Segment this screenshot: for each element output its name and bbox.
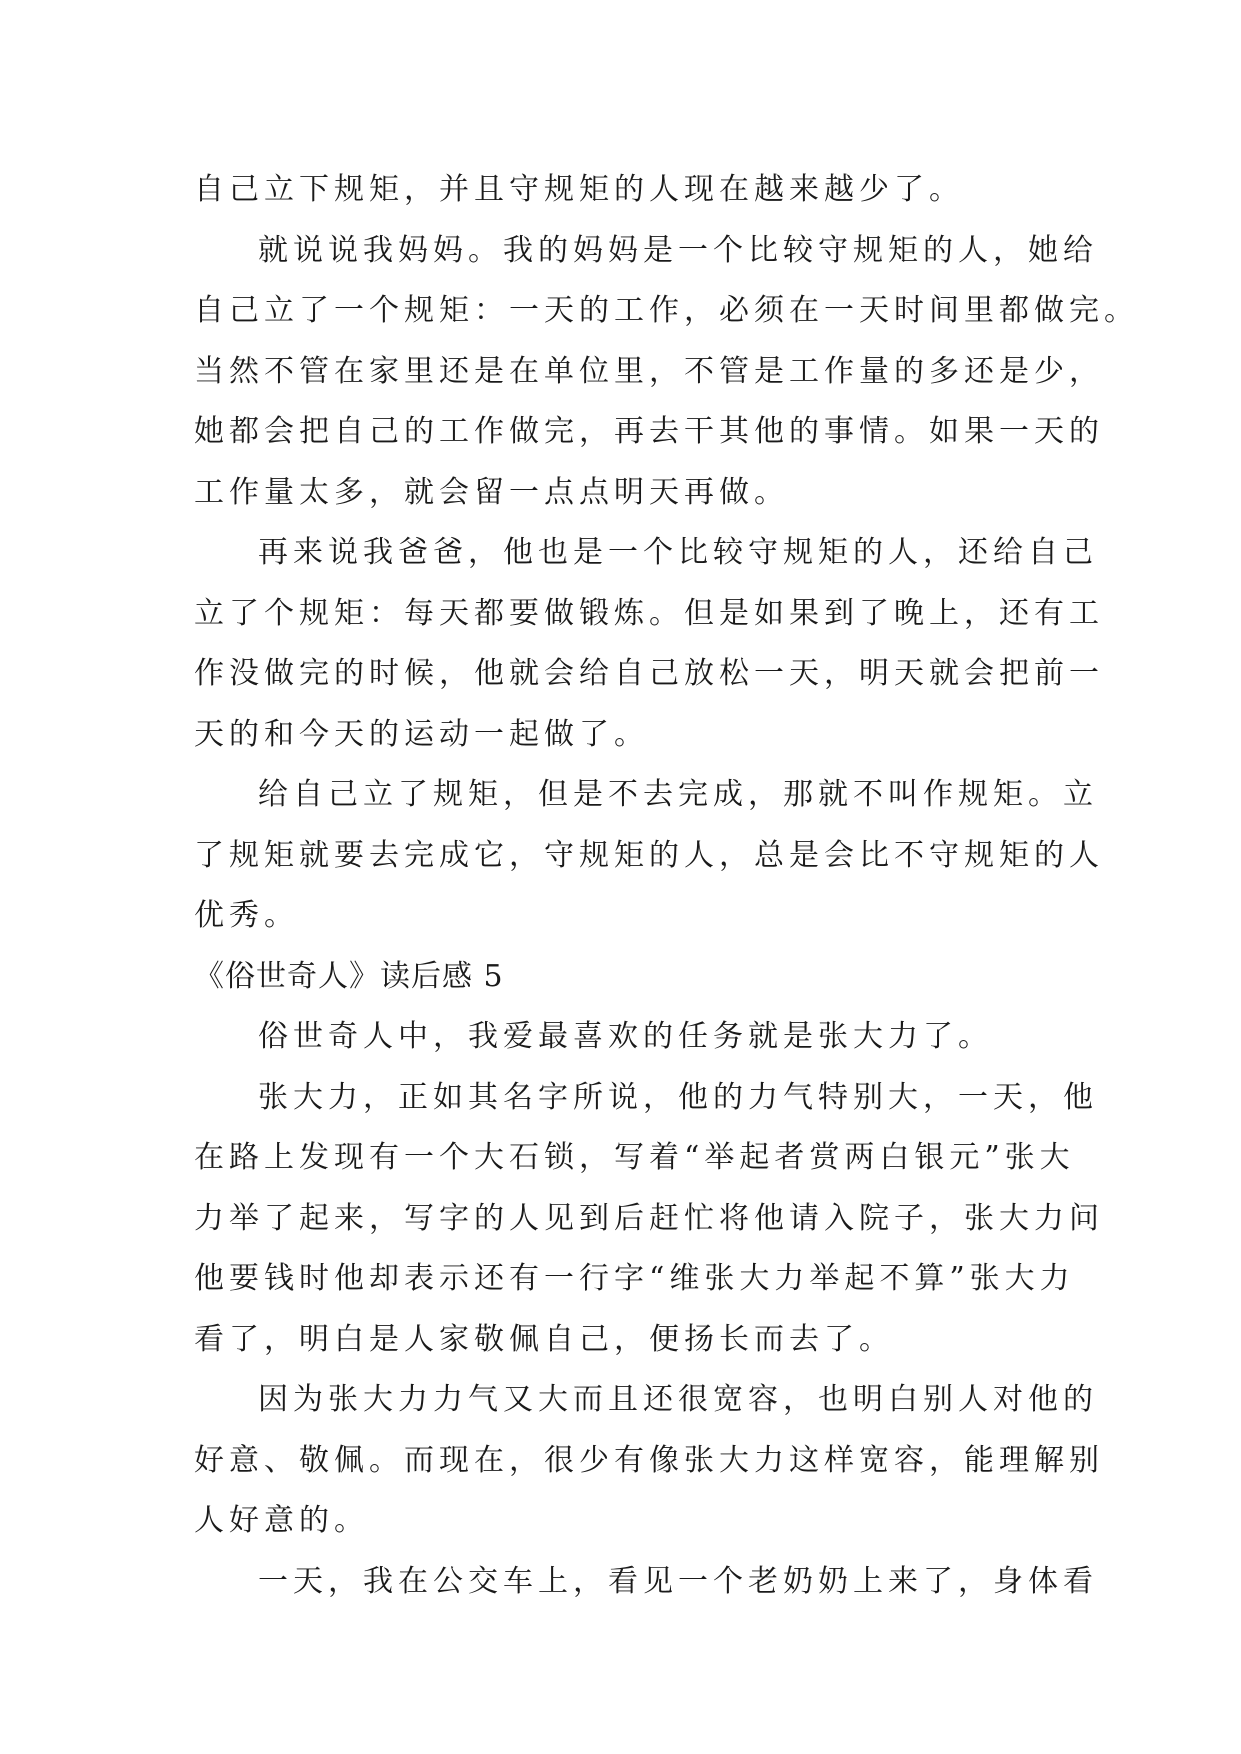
text-line: 给自己立了规矩，但是不去完成，那就不叫作规矩。立: [258, 777, 1098, 812]
text-line: 作没做完的时候，他就会给自己放松一天，明天就会把前一: [194, 656, 1104, 691]
text-line: 当然不管在家里还是在单位里，不管是工作量的多还是少，: [194, 353, 1104, 389]
text-line: 了规矩就要去完成它，守规矩的人，总是会比不守规矩的人: [194, 837, 1104, 873]
text-line: 自己立下规矩，并且守规矩的人现在越来越少了。: [194, 172, 964, 207]
text-line: 她都会把自己的工作做完，再去干其他的事情。如果一天的: [194, 414, 1104, 449]
document-body: [194, 160, 1139, 1612]
text-line: 好意、敬佩。而现在，很少有像张大力这样宽容，能理解别: [194, 1442, 1104, 1478]
text-line: 优秀。: [194, 898, 299, 933]
text-line: 自己立了一个规矩：一天的工作，必须在一天时间里都做完。: [194, 293, 1139, 328]
text-line: 力举了起来，写字的人见到后赶忙将他请入院子，张大力问: [194, 1200, 1104, 1236]
text-line: 立了个规矩：每天都要做锻炼。但是如果到了晚上，还有工: [194, 595, 1104, 631]
text-line: 张大力，正如其名字所说，他的力气特别大，一天，他: [258, 1079, 1098, 1115]
text-line: 再来说我爸爸，他也是一个比较守规矩的人，还给自己: [258, 535, 1098, 570]
text-line: 一天，我在公交车上，看见一个老奶奶上来了，身体看: [258, 1563, 1098, 1599]
text-line: 他要钱时他却表示还有一行字“维张大力举起不算”张大力: [194, 1261, 1075, 1296]
text-line: 就说说我妈妈。我的妈妈是一个比较守规矩的人，她给: [258, 232, 1098, 268]
text-line: 工作量太多，就会留一点点明天再做。: [194, 474, 789, 510]
text-line: 在路上发现有一个大石锁，写着“举起者赏两白银元”张大: [194, 1140, 1075, 1175]
text-line: 看了，明白是人家敬佩自己，便扬长而去了。: [194, 1321, 894, 1357]
text-line: 因为张大力力气又大而且还很宽容，也明白别人对他的: [258, 1382, 1098, 1417]
section-heading: 《俗世奇人》读后感 5: [194, 958, 504, 994]
text-line: 人好意的。: [194, 1503, 369, 1538]
text-line: 俗世奇人中，我爱最喜欢的任务就是张大力了。: [258, 1019, 993, 1054]
text-line: 天的和今天的运动一起做了。: [194, 716, 649, 752]
